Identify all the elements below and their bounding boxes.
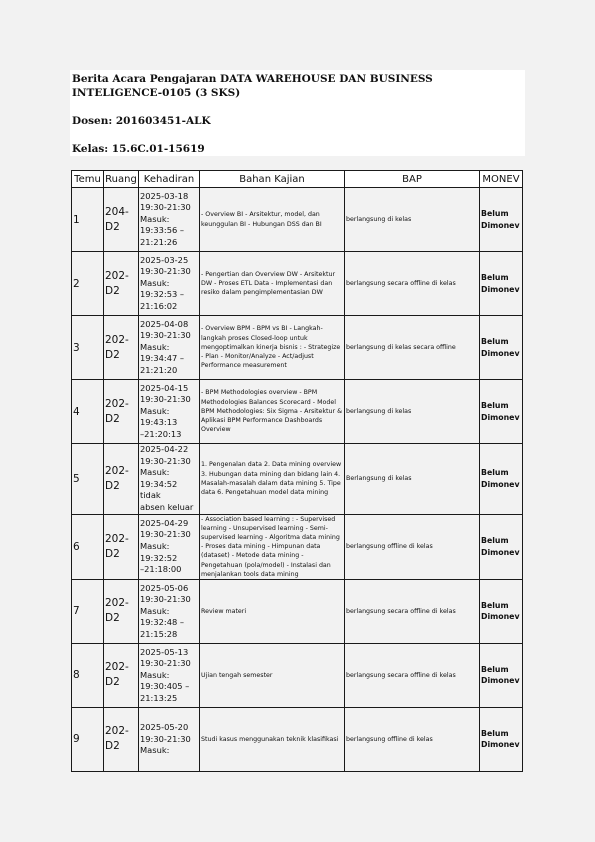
- cell-temu: 5: [72, 444, 104, 515]
- cell-bap: berlangsung di kelas: [345, 380, 480, 444]
- cell-bap: berlangsung secara offline di kelas: [345, 252, 480, 316]
- cell-monev: Belum Dimonev: [480, 643, 523, 707]
- cell-monev: Belum Dimonev: [480, 380, 523, 444]
- cell-ruang: 202- D2: [104, 707, 139, 771]
- table-row: [72, 643, 523, 707]
- cell-temu: 3: [72, 316, 104, 380]
- cell-monev: Belum Dimonev: [480, 188, 523, 252]
- cell-kehadiran: 2025-04-22 19:30-21:30 Masuk: 19:34:52 tidak absen keluar: [139, 444, 200, 515]
- cell-ruang: 202- D2: [104, 643, 139, 707]
- cell-kehadiran: 2025-05-13 19:30-21:30 Masuk: 19:30:405 – 21:13:25: [139, 643, 200, 707]
- cell-ruang: 202- D2: [104, 252, 139, 316]
- cell-bahan-kajian: Ujian tengah semester: [200, 643, 345, 707]
- cell-kehadiran: 2025-03-25 19:30-21:30 Masuk: 19:32:53 – 21:16:02: [139, 252, 200, 316]
- cell-kehadiran: 2025-03-18 19:30-21:30 Masuk: 19:33:56 – 21:21:26: [139, 188, 200, 252]
- table-row: [72, 514, 523, 579]
- cell-kehadiran: 2025-04-29 19:30-21:30 Masuk: 19:32:52 –21:18:00: [139, 514, 200, 579]
- cell-monev: Belum Dimonev: [480, 252, 523, 316]
- cell-bahan-kajian: - Pengertian dan Overview DW - Arsitektur DW - Proses ETL Data - Implementasi dan resiko dalam pengimplementasian DW: [200, 252, 345, 316]
- table-header-row: [72, 171, 523, 188]
- cell-ruang: 202- D2: [104, 514, 139, 579]
- column-header-temu: Temu: [72, 171, 104, 188]
- document-title: Berita Acara Pengajaran DATA WAREHOUSE DAN BUSINESS INTELIGENCE-0105 (3 SKS): [72, 73, 433, 99]
- cell-bahan-kajian: Studi kasus menggunakan teknik klasifikasi: [200, 707, 345, 771]
- cell-temu: 9: [72, 707, 104, 771]
- lecturer-label: Dosen: 201603451-ALK: [72, 115, 211, 127]
- table-row: [72, 188, 523, 252]
- cell-monev: Belum Dimonev: [480, 444, 523, 515]
- cell-bahan-kajian: 1. Pengenalan data 2. Data mining overview 3. Hubungan data mining dan bidang lain 4. Masalah-masalah dalam data mining 5. Tipe data 6. Pengetahuan model data mining: [200, 444, 345, 515]
- cell-ruang: 202- D2: [104, 316, 139, 380]
- cell-bahan-kajian: - Overview BPM - BPM vs BI - Langkah-langkah proses Closed-loop untuk mengoptimalkan kinerja bisnis : - Strategize - Plan - Monitor/Analyze - Act/adjust Performance measurement: [200, 316, 345, 380]
- cell-temu: 6: [72, 514, 104, 579]
- cell-bahan-kajian: - Association based learning : - Supervised learning - Unsupervised learning - Semi-supervised learning - Algoritma data mining - Proses data mining - Himpunan data (dataset) - Metode data mining - Pengetahuan (pola/model) - Instalasi dan menjalankan tools data mining: [200, 514, 345, 579]
- column-header-kehadiran: Kehadiran: [139, 171, 200, 188]
- class-label: Kelas: 15.6C.01-15619: [72, 143, 205, 155]
- column-header-bap: BAP: [345, 171, 480, 188]
- cell-monev: Belum Dimonev: [480, 316, 523, 380]
- table-row: [72, 380, 523, 444]
- cell-temu: 8: [72, 643, 104, 707]
- cell-temu: 4: [72, 380, 104, 444]
- column-header-monev: MONEV: [480, 171, 523, 188]
- cell-monev: Belum Dimonev: [480, 579, 523, 643]
- cell-monev: Belum Dimonev: [480, 707, 523, 771]
- cell-bap: berlangsung secara offline di kelas: [345, 579, 480, 643]
- cell-ruang: 202- D2: [104, 380, 139, 444]
- table-row: [72, 252, 523, 316]
- cell-kehadiran: 2025-05-06 19:30-21:30 Masuk: 19:32:48 – 21:15:28: [139, 579, 200, 643]
- cell-temu: 2: [72, 252, 104, 316]
- table-row: [72, 579, 523, 643]
- cell-ruang: 202- D2: [104, 579, 139, 643]
- table-row: [72, 316, 523, 380]
- table-row: [72, 444, 523, 515]
- cell-bahan-kajian: - BPM Methodologies overview - BPM Methodologies Balances Scorecard - Model BPM Methodologies: Six Sigma - Arsitektur & Aplikasi BPM Performance Dashboards Overview: [200, 380, 345, 444]
- column-header-ruang: Ruang: [104, 171, 139, 188]
- cell-bap: berlangsung di kelas: [345, 188, 480, 252]
- cell-bap: Berlangsung di kelas: [345, 444, 480, 515]
- cell-ruang: 204- D2: [104, 188, 139, 252]
- cell-kehadiran: 2025-04-08 19:30-21:30 Masuk: 19:34:47 – 21:21:20: [139, 316, 200, 380]
- cell-ruang: 202- D2: [104, 444, 139, 515]
- cell-bap: berlangsung secara offline di kelas: [345, 643, 480, 707]
- cell-temu: 1: [72, 188, 104, 252]
- cell-bahan-kajian: - Overview BI - Arsitektur, model, dan keunggulan BI - Hubungan DSS dan BI: [200, 188, 345, 252]
- table-row: [72, 707, 523, 771]
- cell-temu: 7: [72, 579, 104, 643]
- column-header-bahan-kajian: Bahan Kajian: [200, 171, 345, 188]
- cell-bap: berlangsung offline di kelas: [345, 514, 480, 579]
- cell-kehadiran: 2025-04-15 19:30-21:30 Masuk: 19:43:13 –21:20:13: [139, 380, 200, 444]
- teaching-record-table: [71, 170, 523, 772]
- cell-monev: Belum Dimonev: [480, 514, 523, 579]
- cell-bap: berlangsung di kelas secara offline: [345, 316, 480, 380]
- cell-bap: berlangsung offline di kelas: [345, 707, 480, 771]
- cell-bahan-kajian: Review materi: [200, 579, 345, 643]
- cell-kehadiran: 2025-05-20 19:30-21:30 Masuk:: [139, 707, 200, 771]
